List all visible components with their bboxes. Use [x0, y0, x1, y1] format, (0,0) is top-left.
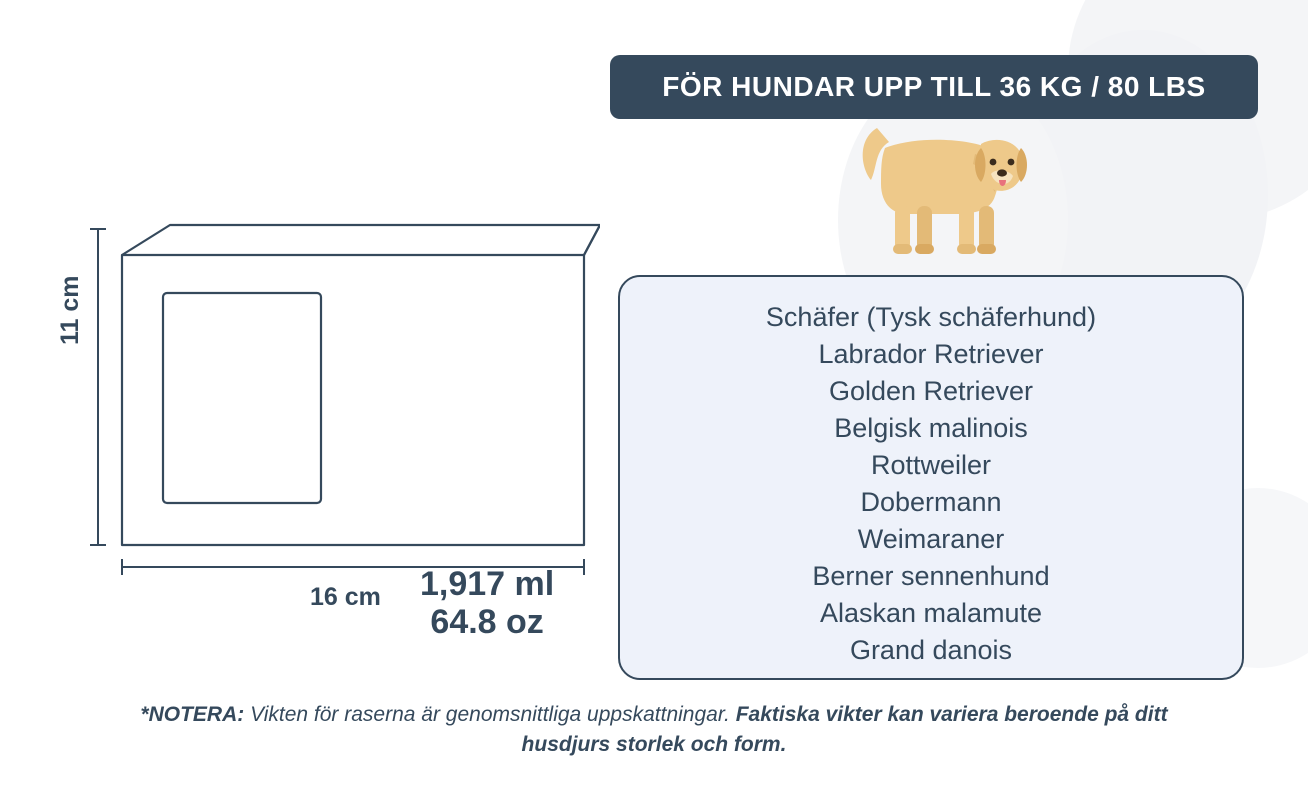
- package-dimensions-diagram: [60, 215, 600, 642]
- banner-title: FÖR HUNDAR UPP TILL 36 KG / 80 LBS: [662, 71, 1206, 102]
- volume-ml-label: 1,917 ml: [420, 565, 555, 603]
- volume-labels: [420, 565, 554, 641]
- golden-retriever-dog-icon: [855, 118, 1030, 268]
- footnote-bold: Faktiska vikter kan variera beroende på ditt husdjurs storlek och form.: [521, 703, 1168, 756]
- header-banner: [610, 55, 1258, 119]
- list-item: Alaskan malamute: [819, 598, 1043, 628]
- list-item: Grand danois: [849, 635, 1013, 665]
- list-item: Schäfer (Tysk schäferhund): [765, 302, 1097, 332]
- box-width-label: 16 cm: [310, 583, 381, 611]
- list-item: Golden Retriever: [828, 376, 1034, 406]
- breed-list-panel: [618, 275, 1244, 680]
- list-item: Berner sennenhund: [812, 561, 1050, 591]
- footnote-lead: *NOTERA:: [140, 703, 245, 726]
- footnote: [100, 700, 1208, 760]
- volume-oz-label: 64.8 oz: [430, 603, 544, 642]
- footnote-normal: Vikten för raserna är genomsnittliga uppskattningar.: [244, 703, 736, 726]
- list-item: Belgisk malinois: [834, 413, 1028, 443]
- list-item: Dobermann: [860, 487, 1002, 517]
- box-height-label: 11 cm: [56, 275, 84, 345]
- list-item: Labrador Retriever: [818, 339, 1044, 369]
- list-item: Rottweiler: [870, 450, 992, 480]
- list-item: Weimaraner: [857, 524, 1005, 554]
